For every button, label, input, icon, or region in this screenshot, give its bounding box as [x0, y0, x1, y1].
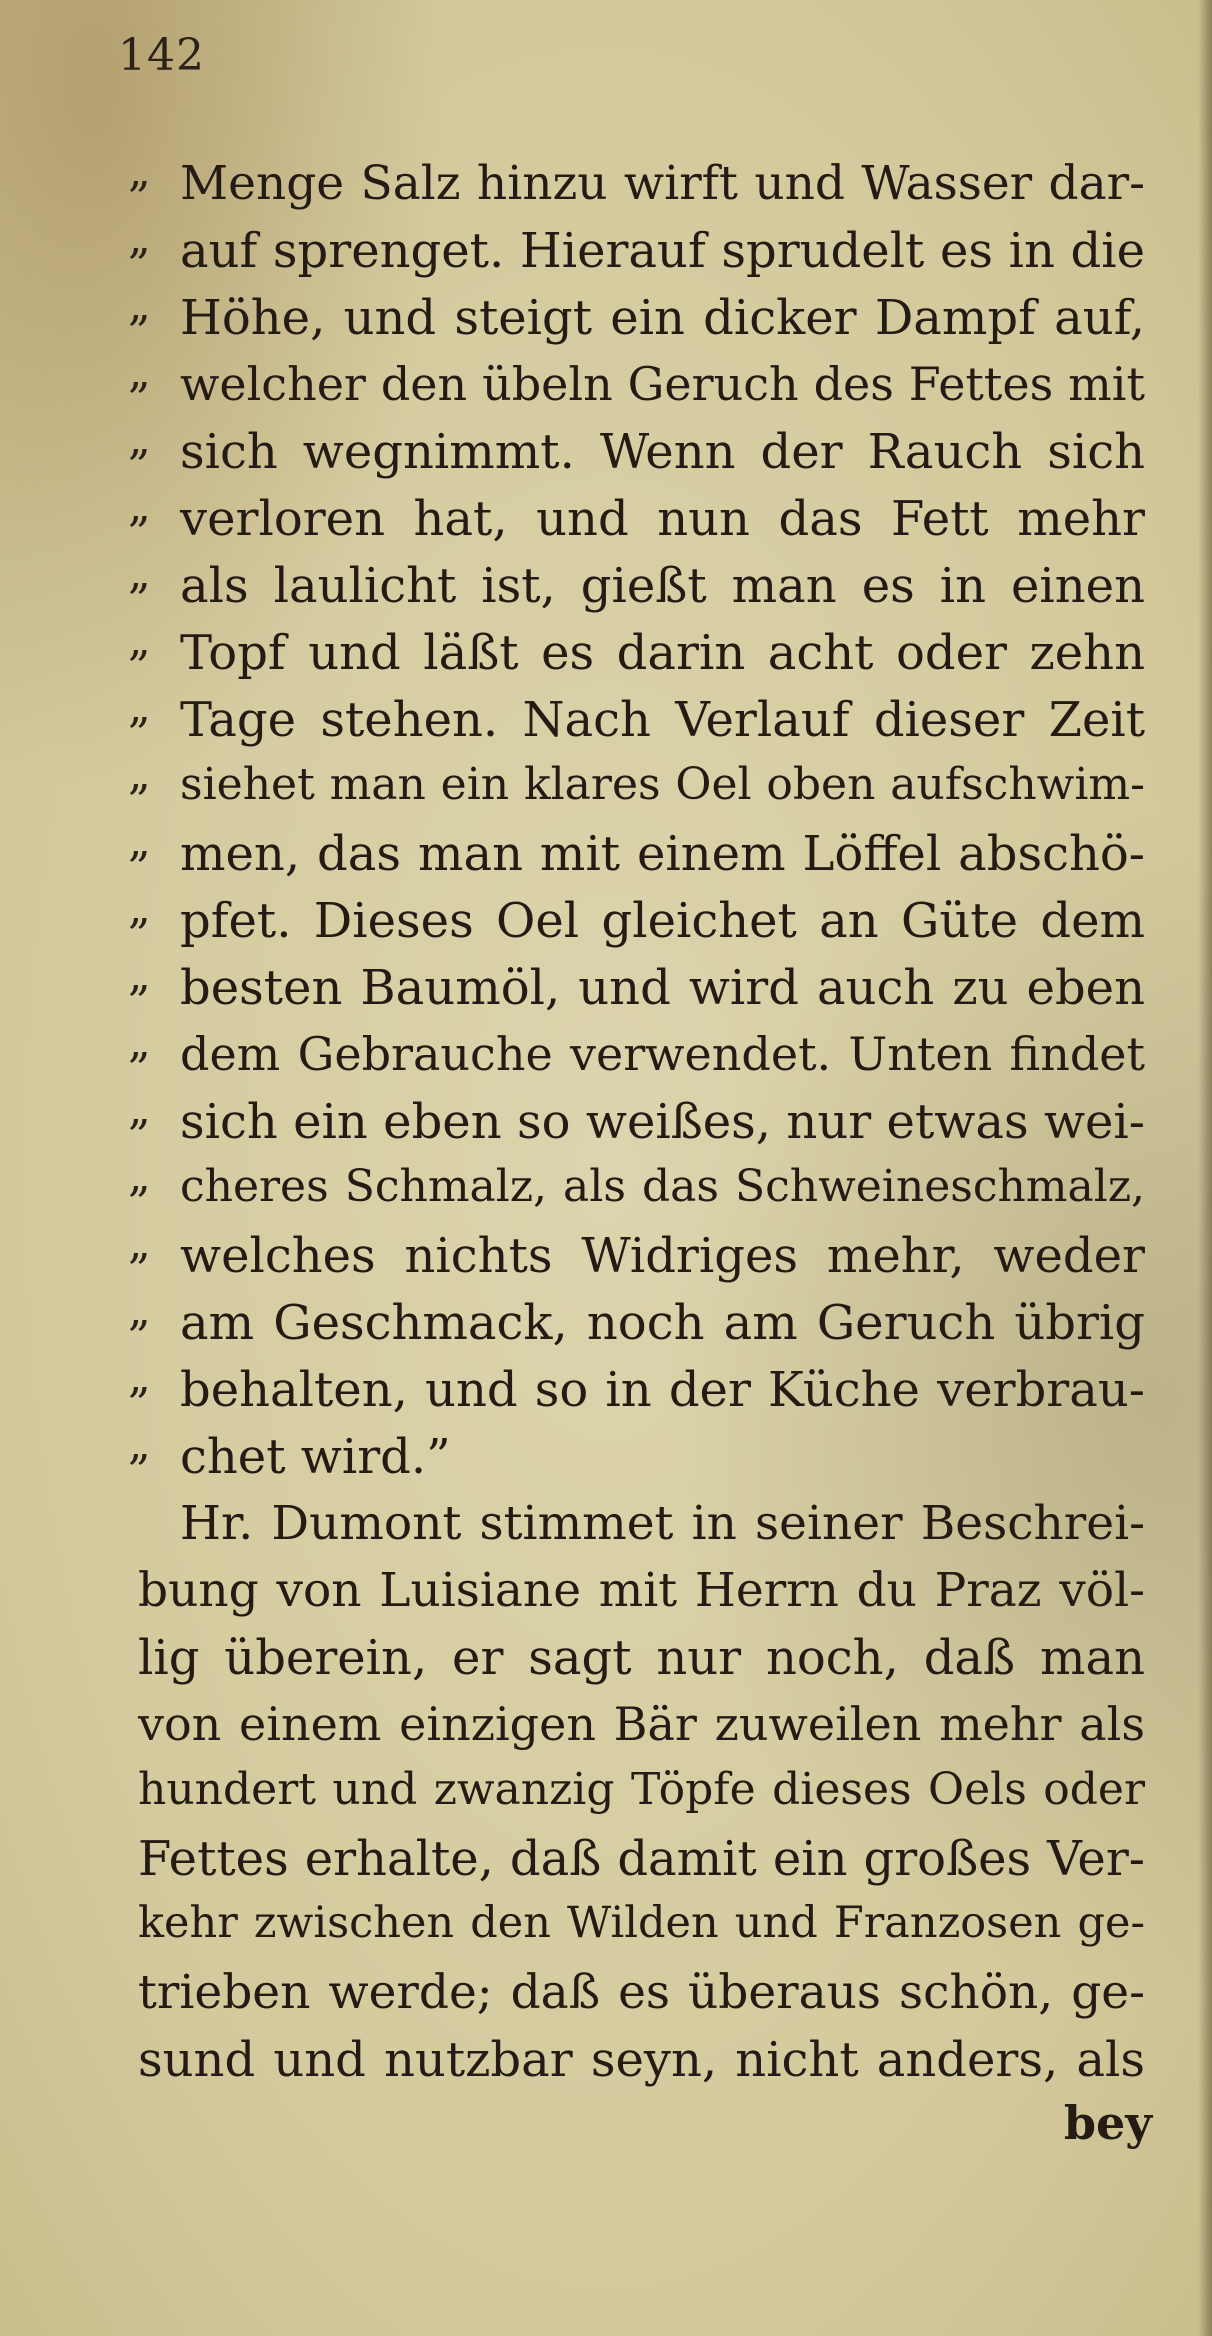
text-line: verloren hat, und nun das Fett mehr	[180, 491, 1145, 547]
text-line: Topf und läßt es darin acht oder zehn	[180, 625, 1145, 681]
quote-mark: „	[128, 1218, 151, 1269]
text-line: auf sprenget. Hierauf sprudelt es in die	[180, 223, 1145, 279]
text-line: welches nichts Widriges mehr, weder	[180, 1228, 1145, 1284]
text-line: behalten, und so in der Küche verbrau-	[180, 1362, 1145, 1418]
quote-mark: „	[128, 816, 151, 867]
text-line: sich ein eben so weißes, nur etwas wei-	[180, 1094, 1145, 1150]
quote-mark: „	[128, 1084, 151, 1135]
text-line: cheres Schmalz, als das Schweineschmalz,	[180, 1161, 1145, 1212]
text-line: bung von Luisiane mit Herrn du Praz völ-	[138, 1563, 1145, 1618]
quote-mark: „	[128, 1419, 151, 1470]
quote-mark: „	[128, 883, 151, 934]
text-line: sich wegnimmt. Wenn der Rauch sich	[180, 424, 1145, 480]
quote-mark: „	[128, 347, 151, 398]
quote-mark: „	[128, 1285, 151, 1336]
text-line: kehr zwischen den Wilden und Franzosen ge-	[138, 1898, 1145, 1948]
text-line: dem Gebrauche verwendet. Unten findet	[180, 1027, 1145, 1081]
quote-mark: „	[128, 1017, 151, 1068]
quote-mark: „	[128, 749, 151, 800]
quote-mark: „	[128, 1151, 151, 1202]
text-line: als laulicht ist, gießt man es in einen	[180, 558, 1145, 614]
text-line: welcher den übeln Geruch des Fettes mit	[180, 357, 1145, 411]
text-line: sund und nutzbar seyn, nicht anders, als	[138, 2032, 1145, 2088]
text-line: trieben werde; daß es überaus schön, ge-	[138, 1965, 1145, 2020]
quote-mark: „	[128, 146, 151, 197]
quote-mark: „	[128, 481, 151, 532]
quote-mark: „	[128, 950, 151, 1001]
text-line: von einem einzigen Bär zuweilen mehr als	[138, 1697, 1145, 1751]
text-line: hundert und zwanzig Töpfe dieses Oels oder	[138, 1764, 1145, 1815]
text-line: am Geschmack, noch am Geruch übrig	[180, 1295, 1145, 1351]
quote-mark: „	[128, 548, 151, 599]
text-line: Hr. Dumont stimmet in seiner Beschrei-	[180, 1496, 1145, 1551]
text-line: Tage stehen. Nach Verlauf dieser Zeit	[180, 692, 1145, 748]
text-line: men, das man mit einem Löffel abschö-	[180, 826, 1145, 882]
text-line: lig überein, er sagt nur noch, daß man	[138, 1630, 1145, 1686]
text-line: pfet. Dieses Oel gleichet an Güte dem	[180, 893, 1145, 949]
quote-mark: „	[128, 213, 151, 264]
text-line: Höhe, und steigt ein dicker Dampf auf,	[180, 290, 1145, 346]
quote-mark: „	[128, 414, 151, 465]
text-line: besten Baumöl, und wird auch zu eben	[180, 960, 1145, 1016]
quote-mark: „	[128, 1352, 151, 1403]
text-line: siehet man ein klares Oel oben aufschwim-	[180, 759, 1145, 810]
text-line: Fettes erhalte, daß damit ein großes Ver-	[138, 1831, 1145, 1887]
quote-mark: „	[128, 682, 151, 733]
text-line: chet wird.”	[180, 1429, 451, 1485]
catchword: bey	[1063, 2096, 1152, 2150]
page-number: 142	[118, 30, 205, 81]
quote-mark: „	[128, 615, 151, 666]
text-line: Menge Salz hinzu wirft und Wasser dar-	[180, 156, 1145, 211]
quote-mark: „	[128, 280, 151, 331]
